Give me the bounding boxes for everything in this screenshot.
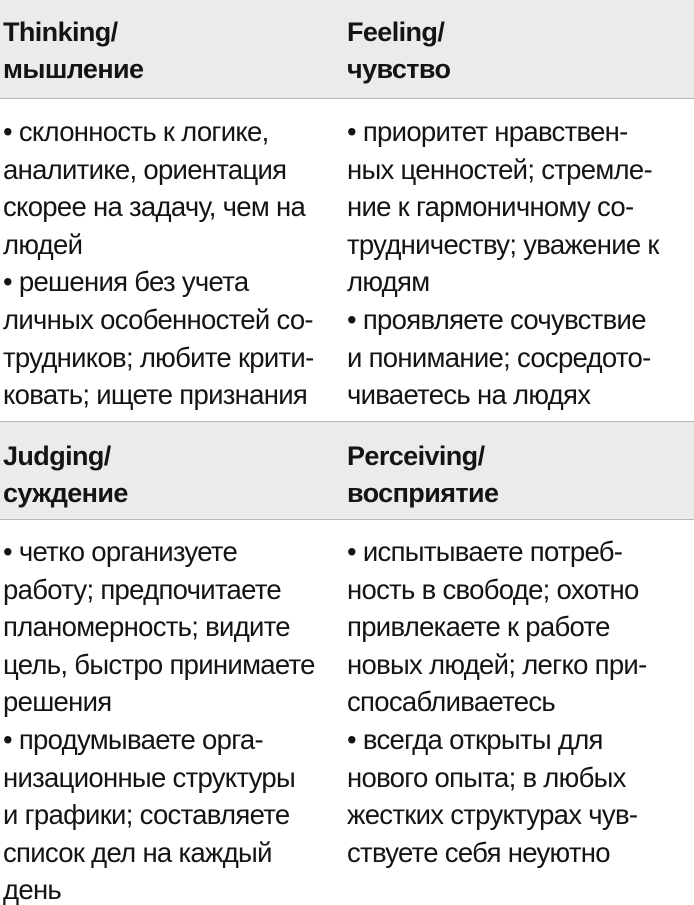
text-line: нового опыта; в любых [347, 761, 626, 793]
header-subtitle: суждение [3, 478, 128, 508]
text-line: список дел на каждый [3, 836, 272, 868]
text-line: цель, быстро принимаете [3, 648, 315, 680]
text-line: работу; предпочитаете [3, 573, 281, 605]
body-cell-judging [3, 533, 333, 905]
header-cell-perceiving [347, 422, 498, 519]
header-subtitle: мышление [3, 54, 144, 84]
text-line: личных особенностей со- [3, 303, 313, 335]
text-line: низационные структуры [3, 761, 296, 793]
header-title: Thinking/ [3, 17, 118, 47]
text-line: жестких структурах чув- [347, 799, 638, 831]
text-line: • решения без учета [3, 266, 249, 298]
text-line: решения [3, 686, 112, 718]
header-cell-thinking [3, 0, 143, 98]
text-line: ных ценностей; стремле- [347, 153, 652, 185]
text-line: скорее на задачу, чем на [3, 191, 306, 223]
text-line: • продумываете орга- [3, 723, 263, 755]
text-line: трудничеству; уважение к [347, 228, 659, 260]
text-line: новых людей; легко при- [347, 648, 647, 680]
text-line: • склонность к логике, [3, 116, 269, 147]
header-title: Judging/ [3, 441, 111, 471]
text-line: планомерность; видите [3, 611, 290, 643]
text-line: аналитике, ориентация [3, 153, 287, 185]
text-line: день [3, 874, 62, 905]
header-row-thinking-feeling [0, 0, 694, 99]
text-line: ность в свободе; охотно [347, 573, 639, 605]
text-line: ние к гармоничному со- [347, 191, 634, 223]
header-subtitle: восприятие [347, 478, 499, 508]
header-subtitle: чувство [347, 54, 451, 84]
text-line: • испытываете потреб- [347, 536, 623, 567]
header-row-judging-perceiving [0, 421, 694, 520]
text-line: • проявляете сочувствие [347, 303, 646, 335]
header-title: Feeling/ [347, 17, 445, 47]
text-line: людям [347, 266, 430, 298]
text-line: • приоритет нравствен- [347, 116, 628, 147]
body-cell-feeling [347, 113, 687, 414]
body-cell-perceiving [347, 533, 687, 871]
text-line: и графики; составляете [3, 799, 290, 831]
text-line: ствуете себя неуютно [347, 836, 610, 868]
text-line: и понимание; сосредото- [347, 341, 651, 373]
header-cell-feeling [347, 0, 450, 98]
text-line: привлекаете к работе [347, 611, 610, 643]
text-line: людей [3, 228, 83, 260]
header-title: Perceiving/ [347, 441, 485, 471]
body-cell-thinking [3, 113, 333, 414]
text-line: ковать; ищете признания [3, 379, 308, 411]
text-line: трудников; любите крити- [3, 341, 314, 373]
text-line: • всегда открыты для [347, 723, 603, 755]
text-line: спосабливаетесь [347, 686, 556, 718]
header-cell-judging [3, 422, 128, 519]
text-line: чиваетесь на людях [347, 379, 591, 411]
text-line: • четко организуете [3, 536, 238, 567]
